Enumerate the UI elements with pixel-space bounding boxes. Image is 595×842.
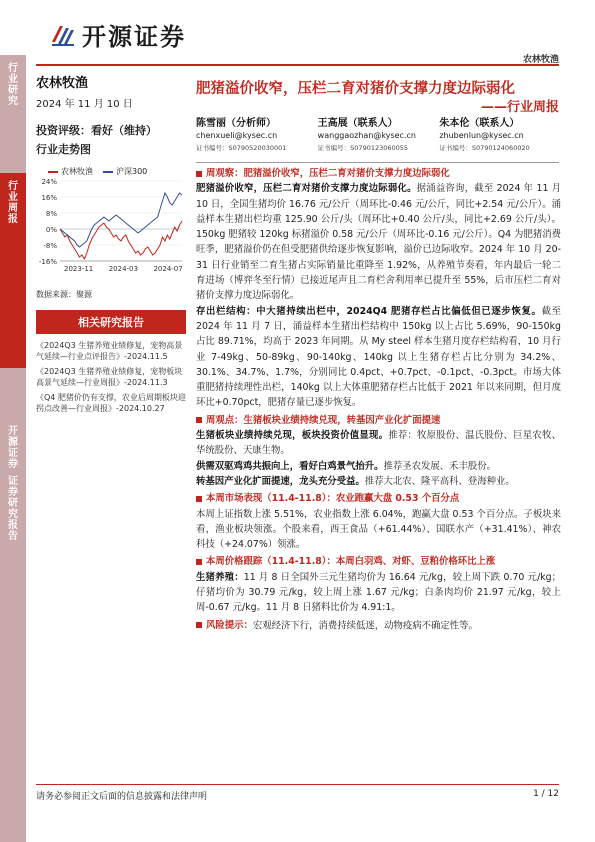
side-tab-char: 究 [8, 96, 18, 107]
side-tab-char: 行 [8, 181, 18, 192]
paragraph-lead: 供需双驱鸡鸡共振向上，看好白鸡景气抬升。 [196, 460, 384, 472]
author-name: 陈雪丽（分析师） [196, 118, 276, 129]
side-tab-col-2 [8, 476, 18, 542]
section-heading-text: 周观察：肥猪溢价收窄，压栏二育对猪价支撑力度边际弱化 [206, 168, 450, 179]
y-tick-label: -8% [43, 242, 57, 250]
paragraph-market-performance: 本周上证指数上涨 5.51%，农业指数上涨 6.04%，跑赢大盘 0.53 个百分点。子板块来看，渔业板块领涨。个股来看，西王食品（+61.44%）、国联水产（+31.41%）、神农科技（+24.07%）领涨。 [196, 508, 561, 551]
brand-name: 开源证券 [82, 23, 186, 51]
related-report-item[interactable]: 《2024Q3 生猪养殖业绩修复，宠物板块高景气延续—行业周报》-2024.11.3 [36, 367, 183, 387]
data-source: 数据来源：聚源 [36, 290, 92, 299]
report-body [196, 166, 561, 634]
header-divider [36, 64, 559, 66]
brand-logo [50, 17, 186, 52]
legend-swatch-hs300 [103, 171, 113, 173]
y-tick-label: 24% [41, 178, 57, 186]
paragraph-price-tracking [196, 570, 561, 616]
paragraph-gmo-recommend [196, 474, 561, 489]
bullet-square-icon [196, 171, 202, 177]
legend-label-agri: 农林牧渔 [61, 167, 93, 176]
side-tab-industry-weekly [0, 173, 26, 368]
paragraph-lead: 转基因产业化扩面提速，龙头充分受益。 [196, 475, 365, 487]
side-tab-char: 券 [8, 459, 18, 470]
y-tick-label: 8% [45, 210, 57, 218]
author-email[interactable]: chenxueli@kysec.cn [196, 131, 278, 140]
x-tick-label: 2024-03 [108, 265, 138, 273]
side-tab-char: 告 [8, 531, 18, 542]
paragraph-lead: 存出栏结构：中大猪持续出栏中，2024Q4 肥猪存栏占比偏低但已逐步恢复。 [196, 305, 542, 317]
kaiyuan-logo-icon [50, 22, 76, 48]
bullet-square-icon [196, 622, 202, 628]
paragraph-text: 宏观经济下行，消费持续低迷，动物疫病不确定性等。 [252, 620, 478, 632]
paragraph-lead: 生猪板块业绩持续兑现，板块投资价值显现。 [196, 430, 389, 442]
side-tab-char: 报 [8, 520, 18, 531]
authors-block [196, 118, 561, 154]
legend-swatch-agri [48, 171, 58, 173]
section-heading-weekly-observation [196, 166, 561, 181]
paragraph-text: 据涌益咨询，截至 2024 年 11 月 10 日，全国生猪均价 16.76 元/公斤（周环比-0.46 元/公斤，同比+2.54 元/公斤）。涌益样本生猪出栏均重 125.90 公斤/头（周环比+0.40 公斤/头，同比+2.69 公斤/头）。150kg 肥猪较 120kg 标猪溢价 0.58 元/公斤（周环比-0.16 元/公斤）。Q4 为肥猪消费旺季，肥猪溢价仍在但受肥猪供给逐步恢复影响，溢价已边际收窄。2024 年 10 月 20-31 日行业销至二育生猪占实际销量比重降至 1.92%，从养殖节奏看，年内最后一轮二育进场（博弈冬至行情）已接近尾声且二育栏舍利用率已提升至 55%，后市压栏二育对猪价支撑力度边际弱化。 [196, 183, 561, 302]
side-tab-char: 源 [8, 437, 18, 448]
investment-rating: 投资评级：看好（维持） [36, 124, 157, 137]
side-tab-char: 研 [8, 85, 18, 96]
author-cert: 证书编号：S0790123060055 [317, 144, 409, 152]
section-heading-market-performance [196, 491, 561, 506]
paragraph-text: 推荐圣农发展、禾丰股份。 [383, 460, 497, 472]
section-heading-risk [196, 618, 253, 633]
author-cert: 证书编号：S0790520030001 [196, 144, 287, 152]
section-heading-text: 本周价格跟踪（11.4-11.8）：本周白羽鸡、对虾、豆粕价格环比上涨 [206, 556, 496, 568]
author-card [439, 118, 561, 154]
sector-name: 农林牧渔 [36, 76, 89, 91]
y-tick-label: 16% [41, 194, 57, 202]
paragraph-text: 11 月 8 日全国外三元生猪均价为 16.64 元/kg，较上周下跌 0.70 元/kg；仔猪均价为 30.79 元/kg，较上周上涨 1.67 元/kg；白条肉均价 21.97 元/kg，较上周-0.67 元/kg。11 月 8 日猪料比价为 4.91:1。 [196, 571, 561, 614]
industry-trend-chart [36, 163, 186, 285]
trend-chart-title: 行业走势图 [36, 143, 91, 156]
report-title: 肥猪溢价收窄，压栏二育对猪价支撑力度边际弱化 [196, 81, 515, 97]
x-tick-label: 2024-07 [153, 265, 183, 273]
x-tick-label: 2023-11 [64, 265, 94, 273]
side-tab-industry-research [0, 55, 26, 173]
side-tab-char: 报 [8, 214, 18, 225]
author-name: 王高展（联系人） [317, 118, 398, 129]
related-reports-list [36, 340, 186, 414]
bullet-square-icon [196, 559, 202, 565]
side-tab-char: 周 [8, 203, 18, 214]
section-heading-weekly-view [196, 413, 561, 428]
author-name: 朱本伦（联系人） [439, 118, 520, 129]
header-sector-tag: 农林牧渔 [522, 55, 559, 65]
trend-chart-svg [36, 175, 186, 285]
side-tab-char: 券 [8, 487, 18, 498]
legend-label-hs300: 沪深300 [116, 167, 148, 176]
paragraph-chicken-recommend [196, 459, 561, 474]
side-tab-char: 证 [8, 476, 18, 487]
section-heading-text: 风险提示： [206, 619, 253, 631]
paragraph-herd-structure [196, 304, 561, 411]
author-card [318, 118, 440, 154]
bullet-square-icon [196, 417, 202, 423]
paragraph-lead: 肥猪溢价收窄，压栏二育对猪价支撑力度边际弱化。 [196, 183, 417, 195]
author-cert: 证书编号：S0790124060020 [439, 144, 530, 152]
section-heading-text: 周观点：生猪板块业绩持续兑现，转基因产业化扩面提速 [206, 414, 441, 426]
paragraph-lead: 生猪养殖： [196, 571, 244, 583]
paragraph-weekly-observation [196, 181, 561, 303]
paragraph-text: 截至 2024 年 11 月 7 日，涌益样本生猪出栏结构中 150kg 以上占比 5.69%，90-150kg 占比 89.71%，均高于 2023 年同期。从 My steel 样本生猪月度存栏结构看，10 月行业 7-49kg、50-89kg、90-140kg、140kg 以上生猪存栏占比分别为 34.2%、30.1%、34.7%、1.7%，分别同比 0.4pct、+0.7pct、-0.1pct、-0.3pct。市场大体重肥猪持续理性出栏，140kg 以上大体重肥猪存栏占比低于 2021 年以来同期，但月度环比+0.70pct，肥猪存量已逐步恢复。 [196, 305, 561, 409]
report-subtitle: ——行业周报 [480, 100, 559, 115]
paragraph-text: 推荐：牧原股份、温氏股份、巨星农牧、华统股份、天康生物。 [196, 430, 561, 457]
author-card [196, 118, 318, 154]
side-tab-char: 证 [8, 448, 18, 459]
side-tab-char: 研 [8, 498, 18, 509]
series-line-agri [60, 221, 182, 259]
page-number: 1 / 12 [533, 789, 559, 799]
left-sidebar [36, 72, 186, 418]
authors-divider [196, 162, 559, 163]
side-tab-char: 开 [8, 426, 18, 437]
related-report-item[interactable]: 《2024Q3 生猪养殖业绩修复，宠物高景气延续—行业点评报告》-2024.11.5 [36, 341, 183, 361]
report-date: 2024 年 11 月 10 日 [36, 99, 133, 110]
paragraph-text: 推荐大北农、隆平高科、登海种业。 [364, 475, 515, 487]
related-reports-title: 相关研究报告 [36, 310, 186, 334]
side-tab-char: 究 [8, 509, 18, 520]
section-heading-price-tracking [196, 554, 561, 569]
side-tab-securities-report [0, 368, 26, 842]
footer-disclaimer: 请务必参阅正文后面的信息披露和法律声明 [36, 792, 208, 802]
side-tab-char: 业 [8, 74, 18, 85]
side-tab-char: 业 [8, 192, 18, 203]
side-tab-col-1 [8, 426, 18, 470]
related-report-item[interactable]: 《Q4 肥猪价仍有支撑，农业后周期板块迎拐点改善—行业周报》-2024.10.27 [36, 393, 186, 413]
author-email[interactable]: zhubenlun@kysec.cn [439, 131, 524, 140]
bullet-square-icon [196, 496, 202, 502]
y-tick-label: -16% [38, 258, 57, 266]
paragraph-risk [196, 618, 561, 634]
y-tick-label: 0% [45, 226, 57, 234]
paragraph-hog-recommend [196, 428, 561, 459]
side-tab-char: 行 [8, 63, 18, 74]
author-email[interactable]: wanggaozhan@kysec.cn [317, 131, 416, 140]
section-heading-text: 本周市场表现（11.4-11.8）：农业跑赢大盘 0.53 个百分点 [206, 493, 460, 505]
footer-divider [36, 784, 559, 785]
